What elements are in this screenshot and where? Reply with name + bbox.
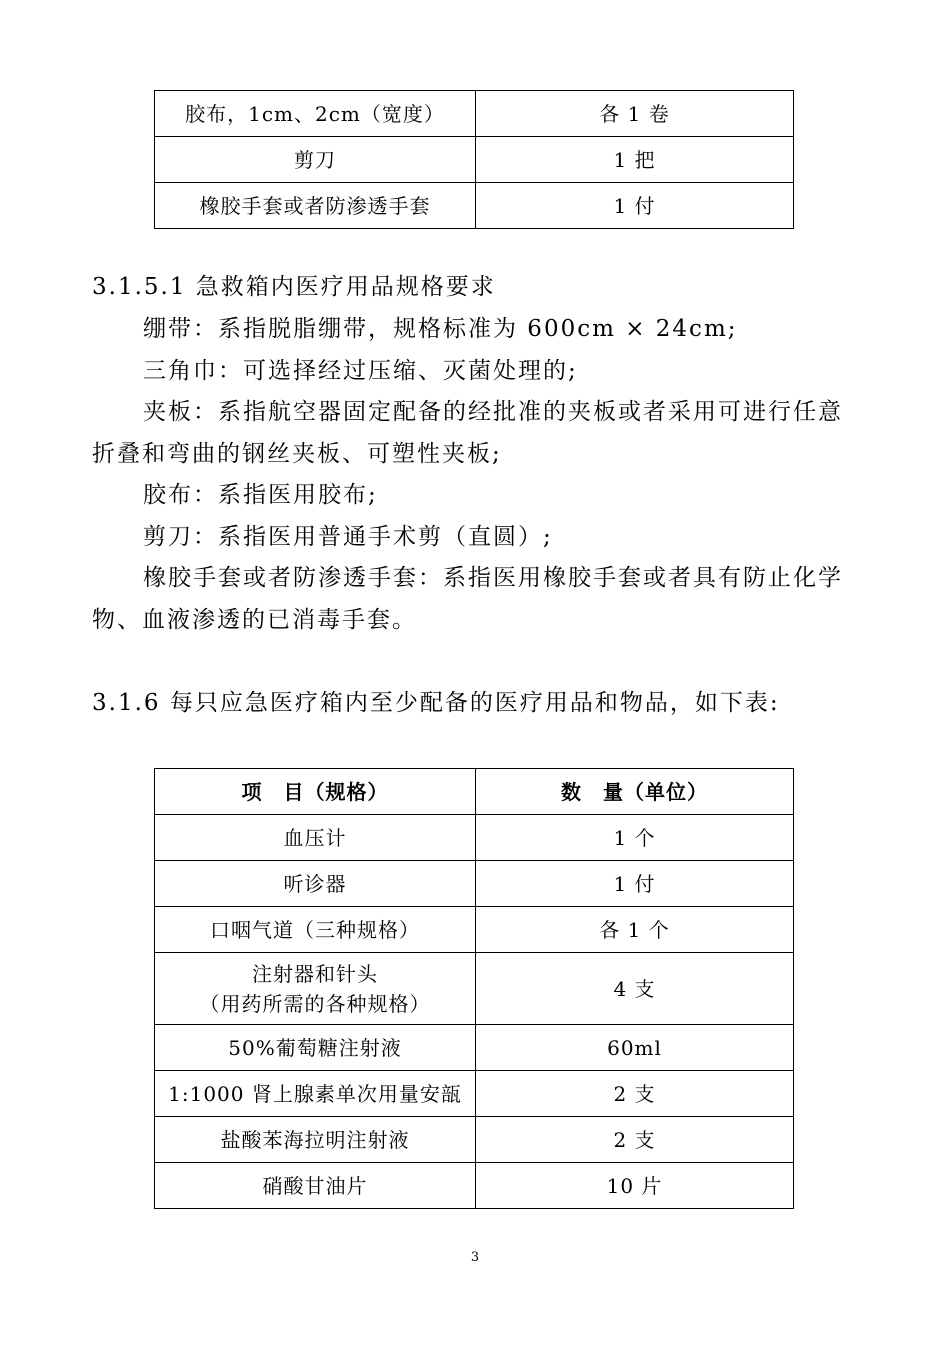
quantity-cell: 1 付 — [476, 183, 794, 229]
medical-kit-table — [154, 768, 794, 1209]
table-row — [155, 1163, 794, 1209]
quantity-cell: 2 支 — [476, 1071, 794, 1117]
table-row — [155, 1117, 794, 1163]
quantity-cell: 1 付 — [476, 861, 794, 907]
column-header-item: 项 目（规格） — [155, 769, 476, 815]
item-cell: 硝酸甘油片 — [155, 1163, 476, 1209]
column-header-quantity: 数 量（单位） — [476, 769, 794, 815]
section-heading-3151: 3.1.5.1 急救箱内医疗用品规格要求 — [92, 274, 496, 300]
item-cell: 50%葡萄糖注射液 — [155, 1025, 476, 1071]
page-number: 3 — [470, 1250, 480, 1265]
item-cell: 血压计 — [155, 815, 476, 861]
table-row — [155, 953, 794, 1025]
spec-splint-line1: 夹板：系指航空器固定配备的经批准的夹板或者采用可进行任意 — [143, 399, 843, 425]
table-row — [155, 815, 794, 861]
table-row — [155, 861, 794, 907]
item-cell-line2: （用药所需的各种规格） — [199, 991, 431, 1016]
item-cell-line1: 注射器和针头 — [252, 961, 378, 986]
table-row — [155, 1025, 794, 1071]
quantity-cell: 60ml — [476, 1025, 794, 1071]
item-cell — [155, 953, 476, 1025]
spec-triangular-bandage: 三角巾：可选择经过压缩、灭菌处理的; — [143, 358, 578, 384]
item-cell: 1:1000 肾上腺素单次用量安瓿 — [155, 1071, 476, 1117]
item-cell: 口咽气道（三种规格） — [155, 907, 476, 953]
quantity-cell: 10 片 — [476, 1163, 794, 1209]
item-cell: 胶布，1cm、2cm（宽度） — [155, 91, 476, 137]
spec-gloves-line1: 橡胶手套或者防渗透手套：系指医用橡胶手套或者具有防止化学 — [143, 565, 843, 591]
table-row — [155, 91, 794, 137]
item-cell: 听诊器 — [155, 861, 476, 907]
quantity-cell: 4 支 — [476, 953, 794, 1025]
quantity-cell: 1 个 — [476, 815, 794, 861]
table-row — [155, 137, 794, 183]
item-cell: 剪刀 — [155, 137, 476, 183]
supplies-table-continued — [154, 90, 794, 229]
table-row — [155, 1071, 794, 1117]
item-cell: 橡胶手套或者防渗透手套 — [155, 183, 476, 229]
quantity-cell: 1 把 — [476, 137, 794, 183]
table-row — [155, 907, 794, 953]
spec-scissors: 剪刀：系指医用普通手术剪（直圆）; — [143, 524, 553, 550]
quantity-cell: 各 1 个 — [476, 907, 794, 953]
spec-bandage: 绷带：系指脱脂绷带，规格标准为 600cm × 24cm; — [143, 316, 738, 342]
table-row — [155, 183, 794, 229]
spec-tape: 胶布：系指医用胶布; — [143, 482, 378, 508]
section-heading-316: 3.1.6 每只应急医疗箱内至少配备的医疗用品和物品，如下表: — [92, 690, 780, 716]
table-header-row — [155, 769, 794, 815]
item-cell: 盐酸苯海拉明注射液 — [155, 1117, 476, 1163]
quantity-cell: 各 1 卷 — [476, 91, 794, 137]
spec-splint-line2: 折叠和弯曲的钢丝夹板、可塑性夹板; — [92, 441, 502, 467]
quantity-cell: 2 支 — [476, 1117, 794, 1163]
spec-gloves-line2: 物、血液渗透的已消毒手套。 — [92, 607, 417, 633]
